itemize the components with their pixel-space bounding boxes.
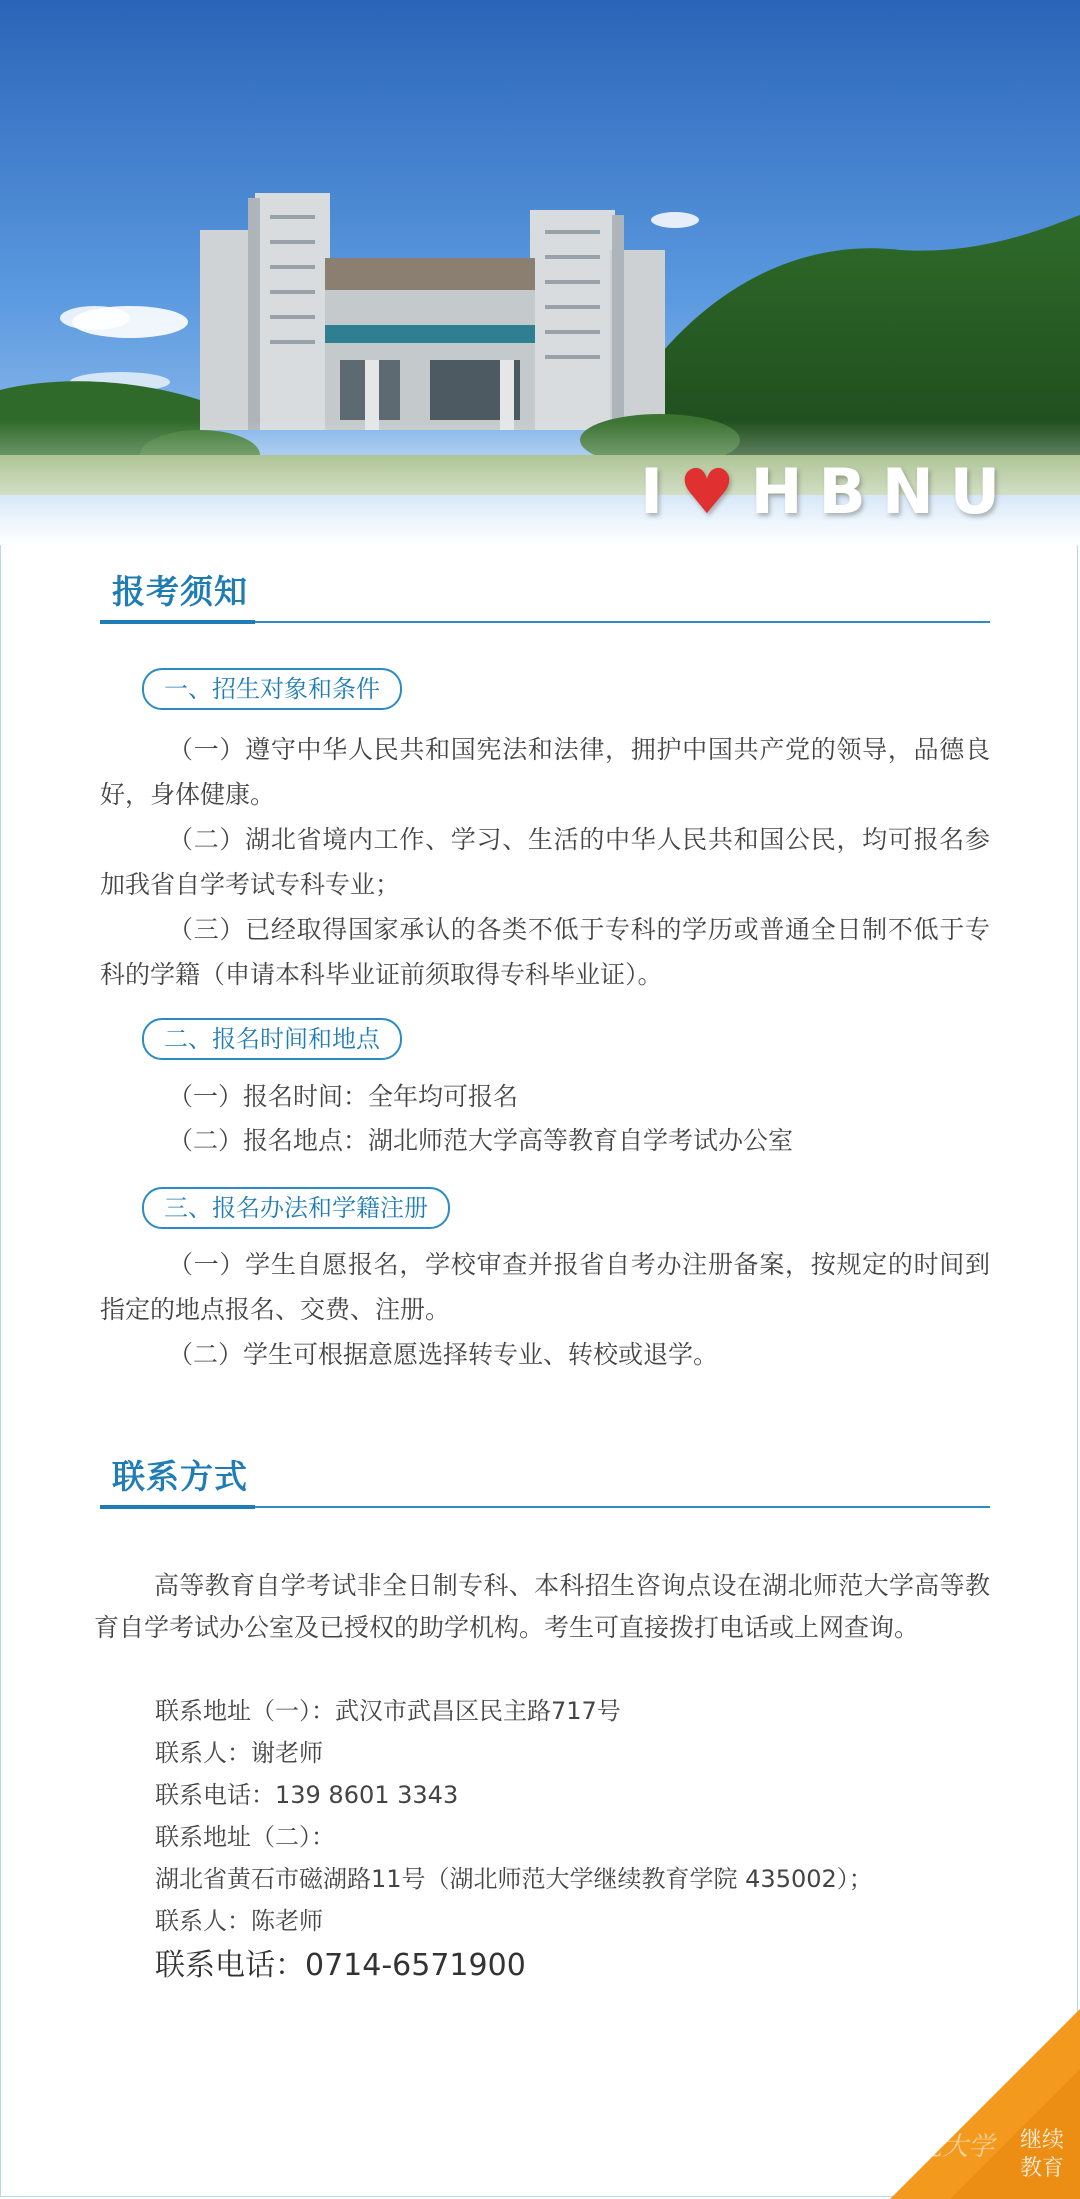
- contact-person-1: 联系人：谢老师: [155, 1739, 323, 1767]
- hero-campus-photo: [0, 0, 1080, 545]
- sign-letters-hbnu: HBNU: [750, 455, 1017, 528]
- contact-address-2: 湖北省黄石市磁湖路11号（湖北师范大学继续教育学院 435002）；: [155, 1865, 873, 1893]
- hbnu-sign: [640, 455, 1016, 528]
- registration-place: （二）报名地点：湖北师范大学高等教育自学考试办公室: [168, 1126, 794, 1155]
- condition-paragraph-3: （三）已经取得国家承认的各类不低于专科的学历或普通全日制不低于专科的学籍（申请本科毕业证前须取得专科毕业证）。: [100, 915, 990, 989]
- section-divider: [100, 1505, 990, 1509]
- logo-line-1: 继续: [1020, 2128, 1065, 2153]
- method-paragraph-2: （二）学生可根据意愿选择转专业、转校或退学。: [168, 1340, 719, 1369]
- sign-letter-i: I: [640, 455, 680, 528]
- heading-registration-method: 三、报名办法和学籍注册: [142, 1187, 450, 1229]
- contact-address-1: 联系地址（一）：武汉市武昌区民主路717号: [155, 1697, 621, 1725]
- contact-person-2: 联系人：陈老师: [155, 1907, 323, 1935]
- heart-icon: ♥: [679, 455, 751, 528]
- contact-phone-2: 联系电话：0714-6571900: [155, 1948, 526, 1983]
- section-divider: [100, 620, 990, 624]
- condition-paragraph-1: （一）遵守中华人民共和国宪法和法律，拥护中国共产党的领导，品德良好，身体健康。: [100, 735, 990, 809]
- contact-section-header: [100, 1455, 990, 1509]
- contact-phone-1: 联系电话：139 8601 3343: [155, 1781, 459, 1809]
- method-paragraph-1: （一）学生自愿报名，学校审查并报省自考办注册备案，按规定的时间到指定的地点报名、交费、注册。: [100, 1250, 990, 1324]
- university-script-logo: 师范大学: [889, 2132, 994, 2162]
- notice-title: 报考须知: [112, 572, 248, 611]
- contact-title: 联系方式: [112, 1457, 248, 1496]
- heading-admission-conditions: 一、招生对象和条件: [142, 668, 402, 710]
- notice-section-header: [100, 570, 990, 624]
- condition-paragraph-2: （二）湖北省境内工作、学习、生活的中华人民共和国公民，均可报名参加我省自学考试专科专业；: [100, 825, 990, 899]
- heading-registration-time-place: 二、报名时间和地点: [142, 1018, 402, 1060]
- continuing-education-logo: [1020, 2127, 1064, 2183]
- logo-line-2: 教育: [1020, 2156, 1065, 2181]
- registration-time: （一）报名时间：全年均可报名: [168, 1082, 519, 1111]
- contact-address-2-label: 联系地址（二）：: [155, 1823, 335, 1851]
- contact-intro: 高等教育自学考试非全日制专科、本科招生咨询点设在湖北师范大学高等教育自学考试办公室及已授权的助学机构。考生可直接拨打电话或上网查询。: [94, 1571, 990, 1642]
